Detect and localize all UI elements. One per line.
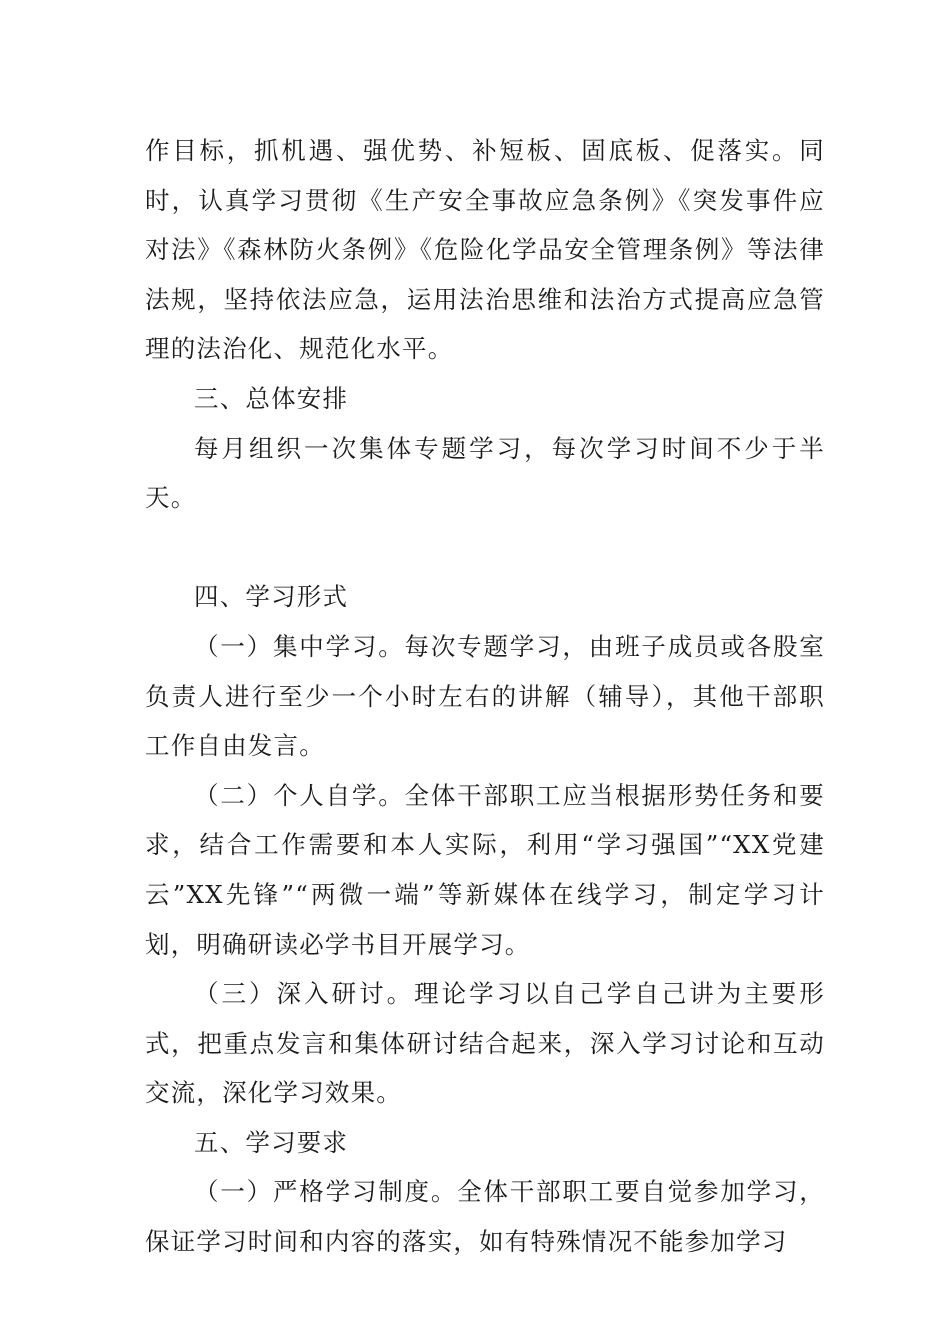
paragraph-centralized-study: （一）集中学习。每次专题学习，由班子成员或各股室负责人进行至少一个小时左右的讲解（辅导），其他干部职工作自由发言。: [145, 631, 825, 761]
paragraph-in-depth-discussion: （三）深入研讨。理论学习以自己学自己讲为主要形式，把重点发言和集体研讨结合起来，深入学习讨论和互动交流，深化学习效果。: [145, 979, 825, 1108]
paragraph-self-study: （二）个人自学。全体干部职工应当根据形势任务和要求，结合工作需要和本人实际，利用“学习强国”“XX党建云”XX先锋”“两微一端”等新媒体在线学习，制定学习计划，明确研读必学书目开展学习。: [145, 780, 825, 959]
document-body: [145, 126, 825, 1267]
blank-line: [145, 523, 825, 573]
heading-overall-arrangement: 三、总体安排: [194, 383, 349, 413]
heading-study-requirements: 五、学习要求: [194, 1127, 349, 1157]
heading-study-forms: 四、学习形式: [194, 582, 349, 612]
paragraph-monthly-study: 每月组织一次集体专题学习，每次学习时间不少于半天。: [145, 433, 825, 513]
paragraph-strict-study-system: （一）严格学习制度。全体干部职工要自觉参加学习，保证学习时间和内容的落实，如有特殊情况不能参加学习: [145, 1177, 825, 1257]
paragraph-goals-and-laws: 作目标，抓机遇、强优势、补短板、固底板、促落实。同时，认真学习贯彻《生产安全事故应急条例》《突发事件应对法》《森林防火条例》《危险化学品安全管理条例》等法律法规，坚持依法应急，运用法治思维和法治方式提高应急管理的法治化、规范化水平。: [145, 136, 825, 364]
